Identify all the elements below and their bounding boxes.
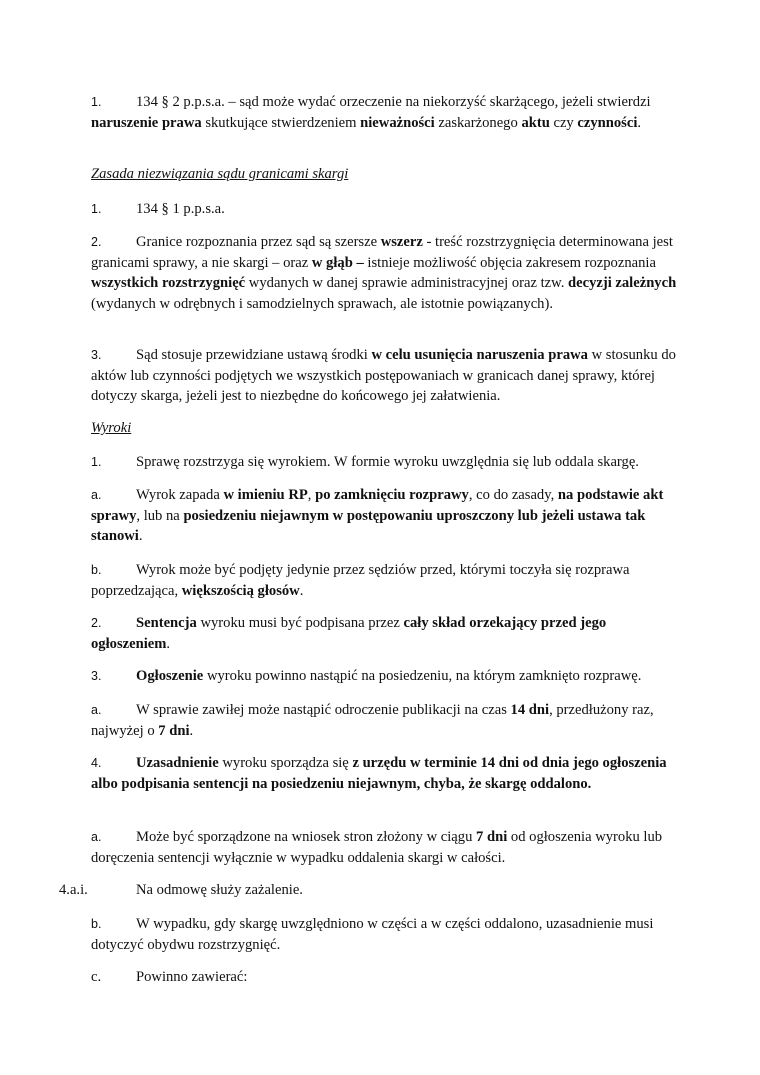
- list-marker: a.: [91, 703, 102, 717]
- paragraph-11: 4. Uzasadnienie wyroku sporządza się z urzędu w terminie 14 dni od dnia jego ogłoszenia albo podpisania sentencji na posiedzeniu niejawnym, chyba, że skargę oddalono.: [91, 755, 667, 792]
- paragraph-1: 1. 134 § 2 p.p.s.a. – sąd może wydać orzeczenie na niekorzyść skarżącego, jeżeli stwierdzi naruszenie prawa skutkujące stwierdzeniem nieważności zaskarżonego aktu czy czynności.: [91, 94, 651, 131]
- list-marker: c.: [91, 969, 102, 985]
- list-marker: 1.: [91, 455, 102, 469]
- paragraph-9: 3. Ogłoszenie wyroku powinno nastąpić na posiedzeniu, na którym zamknięto rozprawę.: [91, 666, 681, 687]
- section-heading: Zasada niezwiązania sądu granicami skargi: [91, 166, 349, 182]
- list-marker: b.: [91, 563, 102, 577]
- list-marker: 4.a.i.: [59, 882, 88, 898]
- list-marker: 4.: [91, 756, 102, 770]
- paragraph-2: 1. 134 § 1 p.p.s.a.: [91, 199, 681, 220]
- paragraph-3: 2. Granice rozpoznania przez sąd są szersze wszerz - treść rozstrzygnięcia determinowana jest granicami sprawy, a nie skargi – oraz w głąb – istnieje możliwość objęcia zakresem rozpoznania wszystkich rozstrzygnięć wydanych w danej sprawie administracyjnej oraz tzw. decyzji zależnych (wydanych w odrębnych i samodzielnych sprawach, ale istotnie powiązanych).: [91, 234, 677, 312]
- paragraph-7: b. Wyrok może być podjęty jedynie przez sędziów przed, którymi toczyła się rozprawa poprzedzająca, większością głosów.: [91, 562, 630, 599]
- list-marker: b.: [91, 917, 102, 931]
- list-marker: a.: [91, 488, 102, 502]
- list-marker: a.: [91, 830, 102, 844]
- paragraph-4: 3. Sąd stosuje przewidziane ustawą środki w celu usunięcia naruszenia prawa w stosunku do aktów lub czynności podjętych we wszystkich postępowaniach w granicach danej sprawy, której dotyczy skarga, jeżeli jest to niezbędne do końcowego jej załatwienia.: [91, 347, 676, 404]
- paragraph-10: a. W sprawie zawiłej może nastąpić odroczenie publikacji na czas 14 dni, przedłużony raz, najwyżej o 7 dni.: [91, 702, 654, 739]
- list-marker: 3.: [91, 348, 102, 362]
- paragraph-6: a. Wyrok zapada w imieniu RP, po zamknięciu rozprawy, co do zasady, na podstawie akt sprawy, lub na posiedzeniu niejawnym w postępowaniu uproszczony lub jeżeli ustawa tak stanowi.: [91, 487, 664, 544]
- paragraph-15: c. Powinno zawierać:: [91, 967, 681, 988]
- list-marker: 2.: [91, 616, 102, 630]
- paragraph-5: 1. Sprawę rozstrzyga się wyrokiem. W formie wyroku uwzględnia się lub oddala skargę.: [91, 452, 681, 473]
- paragraph-14: b. W wypadku, gdy skargę uwzględniono w części a w części oddalono, uzasadnienie musi dotyczyć obydwu rozstrzygnięć.: [91, 916, 654, 953]
- section-heading: Wyroki: [91, 420, 132, 436]
- paragraph-12: a. Może być sporządzone na wniosek stron złożony w ciągu 7 dni od ogłoszenia wyroku lub doręczenia sentencji wyłącznie w wypadku oddalenia skargi w całości.: [91, 829, 663, 866]
- list-marker: 3.: [91, 669, 102, 683]
- paragraph-8: 2. Sentencja wyroku musi być podpisana przez cały skład orzekający przed jego ogłoszeniem.: [91, 615, 607, 652]
- paragraph-13: 4.a.i. Na odmowę służy zażalenie.: [59, 880, 681, 901]
- list-marker: 1.: [91, 202, 102, 216]
- list-marker: 2.: [91, 235, 102, 249]
- list-marker: 1.: [91, 95, 102, 109]
